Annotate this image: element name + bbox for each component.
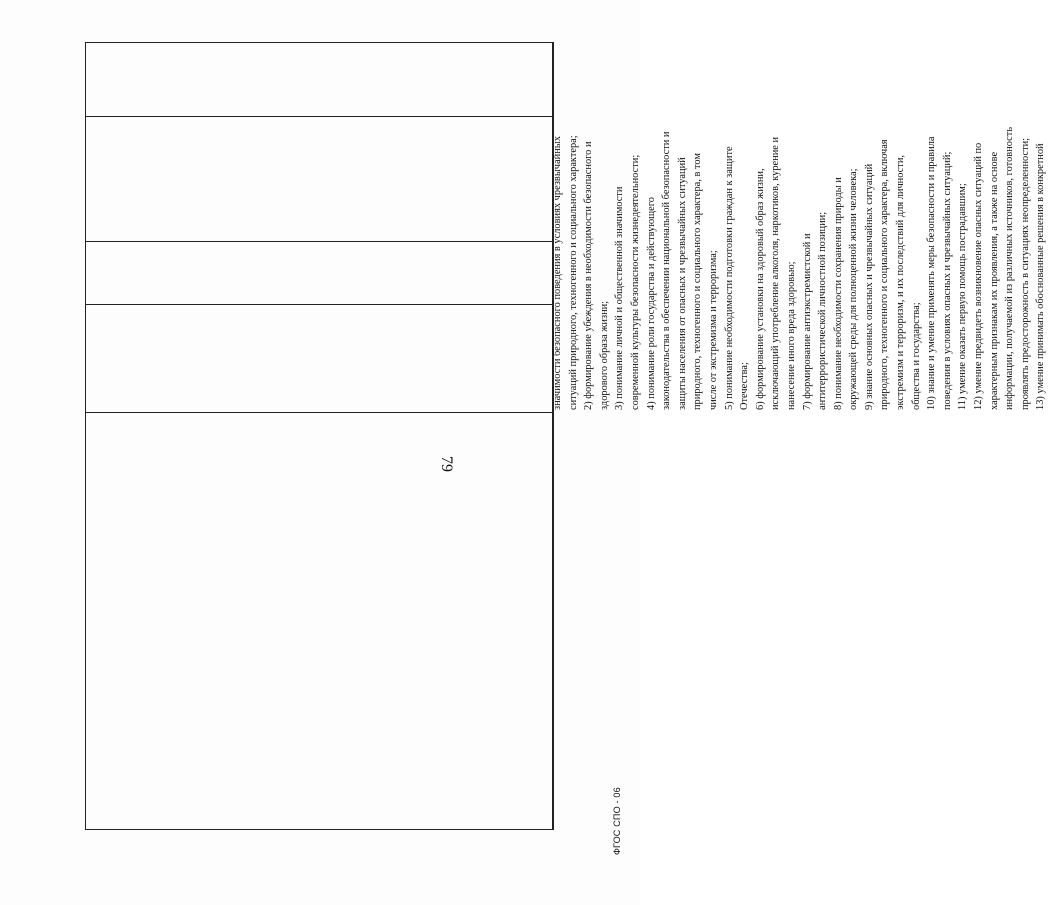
text-line: 11) умение оказать первую помощь пострадавшим; [957,183,969,410]
table-row-divider [85,304,553,305]
text-line: характерным признакам их проявления, а также на основе [988,151,1000,410]
text-line: 2) формирование убеждения в необходимости безопасного и [583,141,595,410]
table-row-divider [85,116,553,117]
text-line: проявлять предосторожность в ситуациях неопределенности; [1019,137,1031,410]
text-line: природного, техногенного и социального характера, в том [692,153,704,410]
text-line: 10) знание и умение применять меры безопасности и правила [926,136,938,410]
text-line: информации, получаемой из различных источников, готовность [1004,126,1016,410]
footer-code: ФГОС СПО - 06 [612,787,622,855]
text-line: 12) умение предвидеть возникновение опасных ситуаций по [973,142,985,410]
text-line: законодательства в обеспечении национальной безопасности и [661,131,673,410]
text-line: окружающей среды для полноценной жизни человека; [848,168,860,410]
table-row-divider [85,241,553,242]
text-line: числе от экстремизма и терроризма; [707,250,719,410]
table-cell-text [550,0,1049,410]
text-line: 9) знание основных опасных и чрезвычайных ситуаций [863,163,875,410]
text-line: природного, техногенного и социального характера, включая [879,139,891,410]
text-line: современной культуры безопасности жизнедеятельности; [629,154,641,410]
text-line: антитеррористической личностной позиции; [817,211,829,410]
text-line: нанесение иного вреда здоровью; [785,261,797,410]
text-line: Отечества; [739,362,751,410]
text-line: 6) формирование установки на здоровый образ жизни, [754,168,766,410]
page-number: 79 [438,456,455,472]
text-line: здорового образа жизни; [598,300,610,410]
text-line: защиты населения от опасных и чрезвычайных ситуаций [676,157,688,410]
table-row-divider [85,412,553,413]
text-line: поведения в условиях опасных и чрезвычайных ситуаций; [941,151,953,410]
text-line: общества и государства; [910,302,922,410]
text-line: 3) понимание личной и общественной значимости [614,186,626,410]
text-line: 8) понимание необходимости сохранения природы и [832,177,844,410]
text-line: 7) формирование антиэкстремистской и [801,233,813,410]
text-line: экстремизм и терроризм, и их последствий для личности, [895,155,907,410]
text-line: ситуаций природного, техногенного и социального характера; [567,135,579,410]
text-line: исключающий употребление алкоголя, наркотиков, курение и [770,136,782,410]
text-line: 13) умение принимать обоснованные решения в конкретной [1035,143,1047,410]
text-line: 5) понимание необходимости подготовки граждан к защите [723,146,735,410]
text-line: 4) понимание роли государства и действующего [645,197,657,410]
text-line: значимости безопасного поведения в условиях чрезвычайных [552,136,563,410]
table-frame [85,42,553,830]
